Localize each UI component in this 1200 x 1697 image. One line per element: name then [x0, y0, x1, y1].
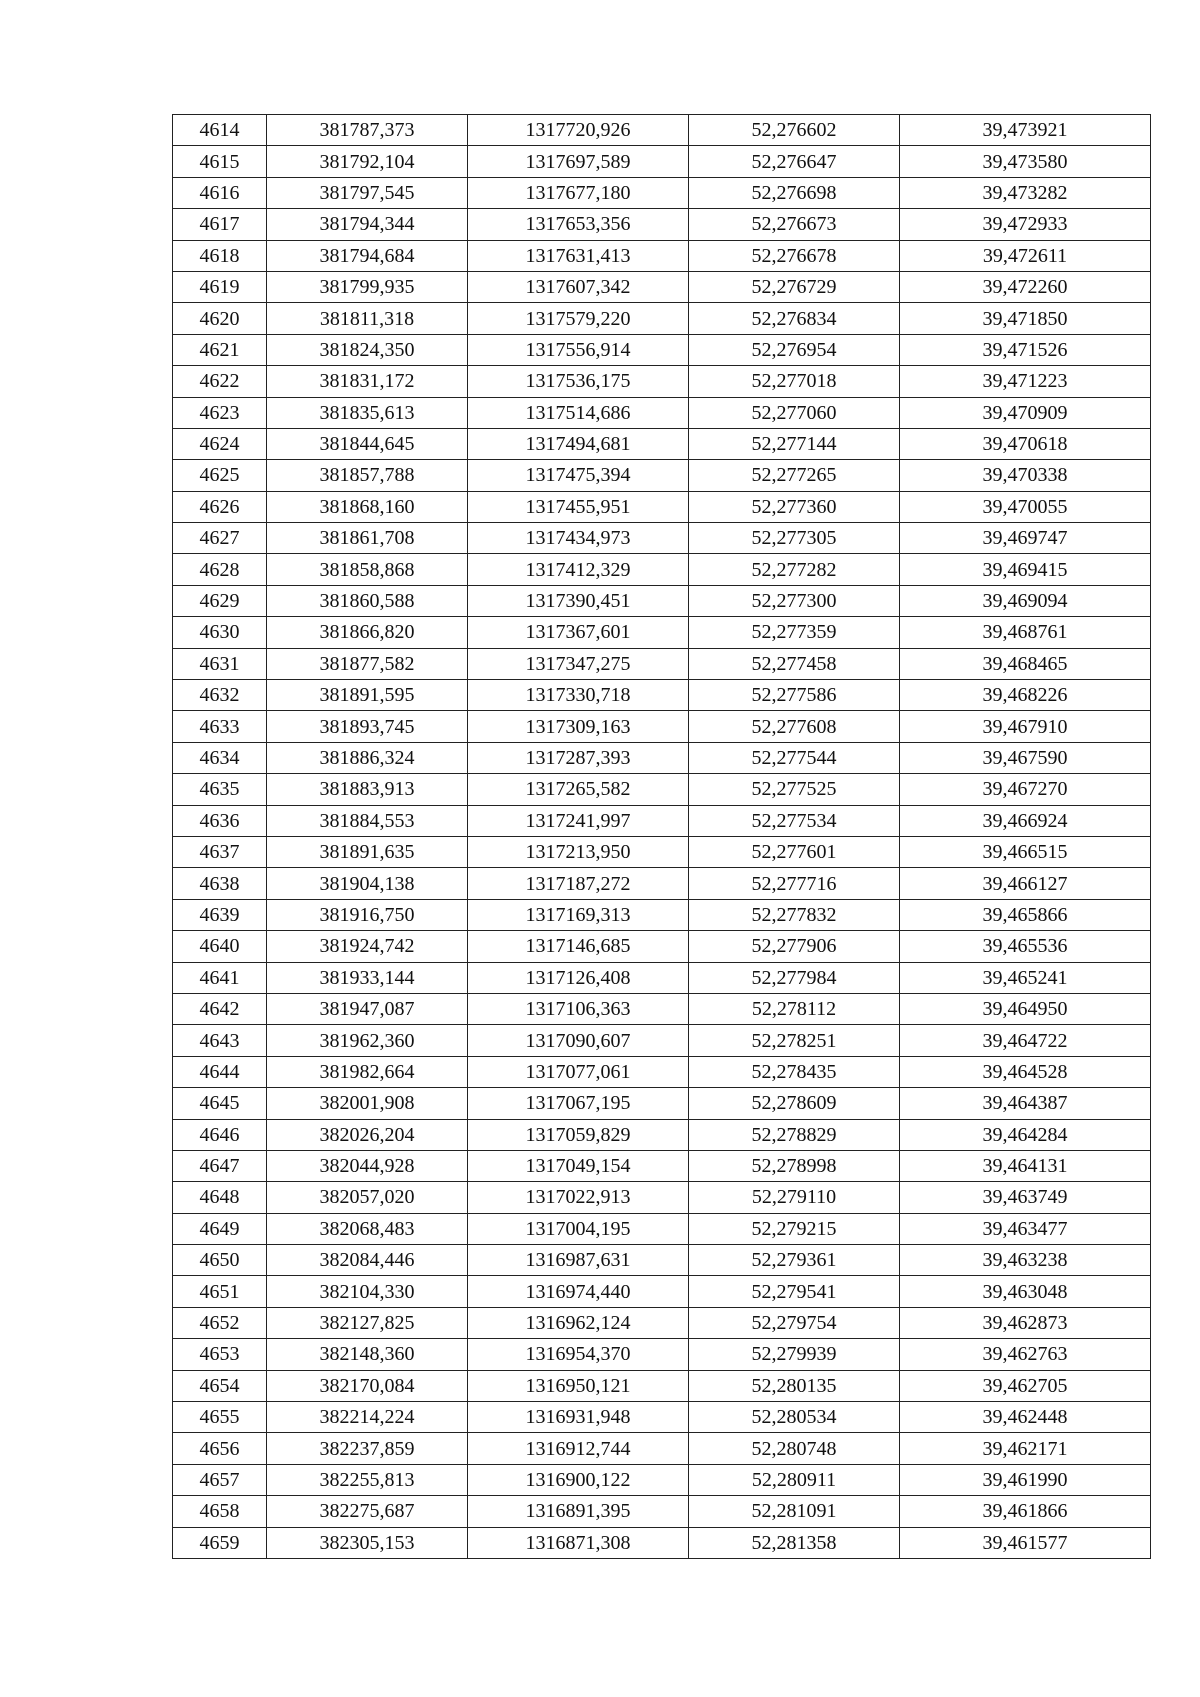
- latitude-cell: 52,277984: [689, 962, 900, 993]
- x-coordinate-cell: 381831,172: [267, 366, 468, 397]
- latitude-cell: 52,277144: [689, 428, 900, 459]
- point-number-cell: 4629: [173, 585, 267, 616]
- y-coordinate-cell: 1317697,589: [468, 146, 689, 177]
- x-coordinate-cell: 382170,084: [267, 1370, 468, 1401]
- longitude-cell: 39,470338: [900, 460, 1151, 491]
- y-coordinate-cell: 1317720,926: [468, 115, 689, 146]
- x-coordinate-cell: 381924,742: [267, 931, 468, 962]
- table-row: [173, 680, 1151, 711]
- table-row: [173, 1245, 1151, 1276]
- x-coordinate-cell: 382001,908: [267, 1088, 468, 1119]
- point-number-cell: 4631: [173, 648, 267, 679]
- table-row: [173, 491, 1151, 522]
- table-row: [173, 1213, 1151, 1244]
- point-number-cell: 4658: [173, 1496, 267, 1527]
- table-row: [173, 1150, 1151, 1181]
- latitude-cell: 52,276834: [689, 303, 900, 334]
- longitude-cell: 39,464284: [900, 1119, 1151, 1150]
- latitude-cell: 52,277544: [689, 742, 900, 773]
- point-number-cell: 4632: [173, 680, 267, 711]
- longitude-cell: 39,465241: [900, 962, 1151, 993]
- table-row: [173, 240, 1151, 271]
- x-coordinate-cell: 381792,104: [267, 146, 468, 177]
- longitude-cell: 39,468465: [900, 648, 1151, 679]
- longitude-cell: 39,470055: [900, 491, 1151, 522]
- latitude-cell: 52,276729: [689, 271, 900, 302]
- longitude-cell: 39,472933: [900, 209, 1151, 240]
- longitude-cell: 39,465536: [900, 931, 1151, 962]
- y-coordinate-cell: 1317146,685: [468, 931, 689, 962]
- longitude-cell: 39,465866: [900, 899, 1151, 930]
- y-coordinate-cell: 1317514,686: [468, 397, 689, 428]
- y-coordinate-cell: 1316871,308: [468, 1527, 689, 1558]
- y-coordinate-cell: 1317579,220: [468, 303, 689, 334]
- point-number-cell: 4653: [173, 1339, 267, 1370]
- longitude-cell: 39,466515: [900, 836, 1151, 867]
- point-number-cell: 4636: [173, 805, 267, 836]
- latitude-cell: 52,279215: [689, 1213, 900, 1244]
- y-coordinate-cell: 1317347,275: [468, 648, 689, 679]
- point-number-cell: 4652: [173, 1307, 267, 1338]
- latitude-cell: 52,277716: [689, 868, 900, 899]
- x-coordinate-cell: 381794,684: [267, 240, 468, 271]
- point-number-cell: 4640: [173, 931, 267, 962]
- x-coordinate-cell: 382237,859: [267, 1433, 468, 1464]
- x-coordinate-cell: 381891,635: [267, 836, 468, 867]
- latitude-cell: 52,276602: [689, 115, 900, 146]
- point-number-cell: 4621: [173, 334, 267, 365]
- latitude-cell: 52,277534: [689, 805, 900, 836]
- latitude-cell: 52,278435: [689, 1056, 900, 1087]
- table-row: [173, 711, 1151, 742]
- latitude-cell: 52,277300: [689, 585, 900, 616]
- y-coordinate-cell: 1317077,061: [468, 1056, 689, 1087]
- x-coordinate-cell: 381858,868: [267, 554, 468, 585]
- y-coordinate-cell: 1317022,913: [468, 1182, 689, 1213]
- table-row: [173, 1119, 1151, 1150]
- table-row: [173, 1307, 1151, 1338]
- longitude-cell: 39,462763: [900, 1339, 1151, 1370]
- x-coordinate-cell: 381982,664: [267, 1056, 468, 1087]
- y-coordinate-cell: 1316962,124: [468, 1307, 689, 1338]
- latitude-cell: 52,277906: [689, 931, 900, 962]
- latitude-cell: 52,281091: [689, 1496, 900, 1527]
- longitude-cell: 39,464131: [900, 1150, 1151, 1181]
- y-coordinate-cell: 1316954,370: [468, 1339, 689, 1370]
- y-coordinate-cell: 1316900,122: [468, 1464, 689, 1495]
- longitude-cell: 39,464950: [900, 993, 1151, 1024]
- table-row: [173, 334, 1151, 365]
- point-number-cell: 4618: [173, 240, 267, 271]
- x-coordinate-cell: 381916,750: [267, 899, 468, 930]
- x-coordinate-cell: 381883,913: [267, 774, 468, 805]
- y-coordinate-cell: 1316987,631: [468, 1245, 689, 1276]
- x-coordinate-cell: 382127,825: [267, 1307, 468, 1338]
- point-number-cell: 4623: [173, 397, 267, 428]
- latitude-cell: 52,277601: [689, 836, 900, 867]
- longitude-cell: 39,471850: [900, 303, 1151, 334]
- point-number-cell: 4646: [173, 1119, 267, 1150]
- y-coordinate-cell: 1317677,180: [468, 177, 689, 208]
- longitude-cell: 39,472260: [900, 271, 1151, 302]
- point-number-cell: 4630: [173, 617, 267, 648]
- latitude-cell: 52,280534: [689, 1402, 900, 1433]
- x-coordinate-cell: 382057,020: [267, 1182, 468, 1213]
- x-coordinate-cell: 382104,330: [267, 1276, 468, 1307]
- table-row: [173, 774, 1151, 805]
- table-row: [173, 146, 1151, 177]
- x-coordinate-cell: 382026,204: [267, 1119, 468, 1150]
- table-row: [173, 209, 1151, 240]
- latitude-cell: 52,278609: [689, 1088, 900, 1119]
- point-number-cell: 4620: [173, 303, 267, 334]
- point-number-cell: 4657: [173, 1464, 267, 1495]
- y-coordinate-cell: 1317631,413: [468, 240, 689, 271]
- table-row: [173, 1088, 1151, 1119]
- latitude-cell: 52,277018: [689, 366, 900, 397]
- point-number-cell: 4626: [173, 491, 267, 522]
- x-coordinate-cell: 382044,928: [267, 1150, 468, 1181]
- x-coordinate-cell: 381947,087: [267, 993, 468, 1024]
- latitude-cell: 52,276954: [689, 334, 900, 365]
- longitude-cell: 39,462171: [900, 1433, 1151, 1464]
- table-row: [173, 836, 1151, 867]
- table-row: [173, 366, 1151, 397]
- longitude-cell: 39,473921: [900, 115, 1151, 146]
- longitude-cell: 39,464722: [900, 1025, 1151, 1056]
- y-coordinate-cell: 1317536,175: [468, 366, 689, 397]
- point-number-cell: 4649: [173, 1213, 267, 1244]
- x-coordinate-cell: 381787,373: [267, 115, 468, 146]
- table-row: [173, 428, 1151, 459]
- y-coordinate-cell: 1317187,272: [468, 868, 689, 899]
- x-coordinate-cell: 381844,645: [267, 428, 468, 459]
- x-coordinate-cell: 381891,595: [267, 680, 468, 711]
- longitude-cell: 39,468761: [900, 617, 1151, 648]
- latitude-cell: 52,278112: [689, 993, 900, 1024]
- table-row: [173, 460, 1151, 491]
- y-coordinate-cell: 1317494,681: [468, 428, 689, 459]
- y-coordinate-cell: 1317004,195: [468, 1213, 689, 1244]
- point-number-cell: 4614: [173, 115, 267, 146]
- x-coordinate-cell: 381962,360: [267, 1025, 468, 1056]
- latitude-cell: 52,280135: [689, 1370, 900, 1401]
- longitude-cell: 39,468226: [900, 680, 1151, 711]
- point-number-cell: 4648: [173, 1182, 267, 1213]
- table-row: [173, 1370, 1151, 1401]
- longitude-cell: 39,462873: [900, 1307, 1151, 1338]
- table-row: [173, 303, 1151, 334]
- latitude-cell: 52,279754: [689, 1307, 900, 1338]
- table-row: [173, 742, 1151, 773]
- y-coordinate-cell: 1317367,601: [468, 617, 689, 648]
- latitude-cell: 52,276673: [689, 209, 900, 240]
- longitude-cell: 39,461866: [900, 1496, 1151, 1527]
- x-coordinate-cell: 381884,553: [267, 805, 468, 836]
- point-number-cell: 4644: [173, 1056, 267, 1087]
- point-number-cell: 4659: [173, 1527, 267, 1558]
- y-coordinate-cell: 1317653,356: [468, 209, 689, 240]
- y-coordinate-cell: 1317455,951: [468, 491, 689, 522]
- longitude-cell: 39,461577: [900, 1527, 1151, 1558]
- table-row: [173, 899, 1151, 930]
- table-row: [173, 1056, 1151, 1087]
- x-coordinate-cell: 381857,788: [267, 460, 468, 491]
- table-row: [173, 962, 1151, 993]
- y-coordinate-cell: 1316974,440: [468, 1276, 689, 1307]
- longitude-cell: 39,462705: [900, 1370, 1151, 1401]
- x-coordinate-cell: 381893,745: [267, 711, 468, 742]
- longitude-cell: 39,463749: [900, 1182, 1151, 1213]
- latitude-cell: 52,276698: [689, 177, 900, 208]
- longitude-cell: 39,469415: [900, 554, 1151, 585]
- latitude-cell: 52,278829: [689, 1119, 900, 1150]
- longitude-cell: 39,461990: [900, 1464, 1151, 1495]
- point-number-cell: 4641: [173, 962, 267, 993]
- longitude-cell: 39,473580: [900, 146, 1151, 177]
- table-row: [173, 805, 1151, 836]
- table-row: [173, 554, 1151, 585]
- y-coordinate-cell: 1317241,997: [468, 805, 689, 836]
- y-coordinate-cell: 1317049,154: [468, 1150, 689, 1181]
- y-coordinate-cell: 1317287,393: [468, 742, 689, 773]
- x-coordinate-cell: 381860,588: [267, 585, 468, 616]
- longitude-cell: 39,467270: [900, 774, 1151, 805]
- longitude-cell: 39,464387: [900, 1088, 1151, 1119]
- y-coordinate-cell: 1317059,829: [468, 1119, 689, 1150]
- y-coordinate-cell: 1317412,329: [468, 554, 689, 585]
- y-coordinate-cell: 1317434,973: [468, 523, 689, 554]
- point-number-cell: 4617: [173, 209, 267, 240]
- table-row: [173, 648, 1151, 679]
- point-number-cell: 4650: [173, 1245, 267, 1276]
- table-row: [173, 1433, 1151, 1464]
- latitude-cell: 52,277265: [689, 460, 900, 491]
- point-number-cell: 4643: [173, 1025, 267, 1056]
- coordinates-table: [172, 114, 1151, 1559]
- longitude-cell: 39,469094: [900, 585, 1151, 616]
- point-number-cell: 4616: [173, 177, 267, 208]
- y-coordinate-cell: 1316950,121: [468, 1370, 689, 1401]
- table-row: [173, 617, 1151, 648]
- y-coordinate-cell: 1317265,582: [468, 774, 689, 805]
- longitude-cell: 39,471526: [900, 334, 1151, 365]
- point-number-cell: 4638: [173, 868, 267, 899]
- point-number-cell: 4625: [173, 460, 267, 491]
- longitude-cell: 39,470909: [900, 397, 1151, 428]
- y-coordinate-cell: 1317126,408: [468, 962, 689, 993]
- longitude-cell: 39,466924: [900, 805, 1151, 836]
- x-coordinate-cell: 381868,160: [267, 491, 468, 522]
- y-coordinate-cell: 1317475,394: [468, 460, 689, 491]
- latitude-cell: 52,276647: [689, 146, 900, 177]
- x-coordinate-cell: 381811,318: [267, 303, 468, 334]
- table-row: [173, 271, 1151, 302]
- longitude-cell: 39,464528: [900, 1056, 1151, 1087]
- table-row: [173, 1527, 1151, 1558]
- latitude-cell: 52,280911: [689, 1464, 900, 1495]
- point-number-cell: 4628: [173, 554, 267, 585]
- point-number-cell: 4635: [173, 774, 267, 805]
- table-row: [173, 585, 1151, 616]
- table-row: [173, 523, 1151, 554]
- point-number-cell: 4642: [173, 993, 267, 1024]
- y-coordinate-cell: 1317607,342: [468, 271, 689, 302]
- table-row: [173, 1182, 1151, 1213]
- point-number-cell: 4633: [173, 711, 267, 742]
- longitude-cell: 39,471223: [900, 366, 1151, 397]
- point-number-cell: 4651: [173, 1276, 267, 1307]
- x-coordinate-cell: 382255,813: [267, 1464, 468, 1495]
- x-coordinate-cell: 381799,935: [267, 271, 468, 302]
- table-row: [173, 177, 1151, 208]
- latitude-cell: 52,281358: [689, 1527, 900, 1558]
- y-coordinate-cell: 1316891,395: [468, 1496, 689, 1527]
- point-number-cell: 4637: [173, 836, 267, 867]
- point-number-cell: 4654: [173, 1370, 267, 1401]
- latitude-cell: 52,277458: [689, 648, 900, 679]
- longitude-cell: 39,466127: [900, 868, 1151, 899]
- table-row: [173, 868, 1151, 899]
- x-coordinate-cell: 381835,613: [267, 397, 468, 428]
- latitude-cell: 52,277608: [689, 711, 900, 742]
- table-row: [173, 1464, 1151, 1495]
- longitude-cell: 39,463477: [900, 1213, 1151, 1244]
- longitude-cell: 39,463048: [900, 1276, 1151, 1307]
- x-coordinate-cell: 382084,446: [267, 1245, 468, 1276]
- latitude-cell: 52,279110: [689, 1182, 900, 1213]
- y-coordinate-cell: 1317309,163: [468, 711, 689, 742]
- latitude-cell: 52,279361: [689, 1245, 900, 1276]
- longitude-cell: 39,467590: [900, 742, 1151, 773]
- latitude-cell: 52,277832: [689, 899, 900, 930]
- table-row: [173, 1402, 1151, 1433]
- x-coordinate-cell: 381794,344: [267, 209, 468, 240]
- point-number-cell: 4656: [173, 1433, 267, 1464]
- latitude-cell: 52,279939: [689, 1339, 900, 1370]
- point-number-cell: 4624: [173, 428, 267, 459]
- latitude-cell: 52,277360: [689, 491, 900, 522]
- latitude-cell: 52,277060: [689, 397, 900, 428]
- x-coordinate-cell: 381824,350: [267, 334, 468, 365]
- x-coordinate-cell: 382275,687: [267, 1496, 468, 1527]
- table-row: [173, 1339, 1151, 1370]
- longitude-cell: 39,472611: [900, 240, 1151, 271]
- table-row: [173, 115, 1151, 146]
- point-number-cell: 4655: [173, 1402, 267, 1433]
- point-number-cell: 4619: [173, 271, 267, 302]
- longitude-cell: 39,469747: [900, 523, 1151, 554]
- y-coordinate-cell: 1317067,195: [468, 1088, 689, 1119]
- x-coordinate-cell: 382148,360: [267, 1339, 468, 1370]
- table-row: [173, 1496, 1151, 1527]
- latitude-cell: 52,277305: [689, 523, 900, 554]
- y-coordinate-cell: 1317090,607: [468, 1025, 689, 1056]
- latitude-cell: 52,279541: [689, 1276, 900, 1307]
- latitude-cell: 52,277359: [689, 617, 900, 648]
- point-number-cell: 4639: [173, 899, 267, 930]
- x-coordinate-cell: 381886,324: [267, 742, 468, 773]
- x-coordinate-cell: 381797,545: [267, 177, 468, 208]
- longitude-cell: 39,467910: [900, 711, 1151, 742]
- y-coordinate-cell: 1316931,948: [468, 1402, 689, 1433]
- x-coordinate-cell: 382305,153: [267, 1527, 468, 1558]
- point-number-cell: 4615: [173, 146, 267, 177]
- table-row: [173, 1025, 1151, 1056]
- x-coordinate-cell: 381877,582: [267, 648, 468, 679]
- longitude-cell: 39,473282: [900, 177, 1151, 208]
- latitude-cell: 52,278251: [689, 1025, 900, 1056]
- x-coordinate-cell: 381904,138: [267, 868, 468, 899]
- x-coordinate-cell: 382068,483: [267, 1213, 468, 1244]
- y-coordinate-cell: 1317213,950: [468, 836, 689, 867]
- x-coordinate-cell: 381933,144: [267, 962, 468, 993]
- table-row: [173, 993, 1151, 1024]
- latitude-cell: 52,277282: [689, 554, 900, 585]
- point-number-cell: 4634: [173, 742, 267, 773]
- longitude-cell: 39,463238: [900, 1245, 1151, 1276]
- table-row: [173, 1276, 1151, 1307]
- x-coordinate-cell: 382214,224: [267, 1402, 468, 1433]
- y-coordinate-cell: 1317556,914: [468, 334, 689, 365]
- y-coordinate-cell: 1317169,313: [468, 899, 689, 930]
- y-coordinate-cell: 1317330,718: [468, 680, 689, 711]
- y-coordinate-cell: 1317106,363: [468, 993, 689, 1024]
- table-row: [173, 397, 1151, 428]
- latitude-cell: 52,276678: [689, 240, 900, 271]
- x-coordinate-cell: 381866,820: [267, 617, 468, 648]
- x-coordinate-cell: 381861,708: [267, 523, 468, 554]
- latitude-cell: 52,280748: [689, 1433, 900, 1464]
- latitude-cell: 52,278998: [689, 1150, 900, 1181]
- point-number-cell: 4647: [173, 1150, 267, 1181]
- table-row: [173, 931, 1151, 962]
- point-number-cell: 4645: [173, 1088, 267, 1119]
- coordinates-table-body: [173, 115, 1151, 1559]
- longitude-cell: 39,462448: [900, 1402, 1151, 1433]
- point-number-cell: 4627: [173, 523, 267, 554]
- latitude-cell: 52,277525: [689, 774, 900, 805]
- longitude-cell: 39,470618: [900, 428, 1151, 459]
- y-coordinate-cell: 1317390,451: [468, 585, 689, 616]
- y-coordinate-cell: 1316912,744: [468, 1433, 689, 1464]
- latitude-cell: 52,277586: [689, 680, 900, 711]
- point-number-cell: 4622: [173, 366, 267, 397]
